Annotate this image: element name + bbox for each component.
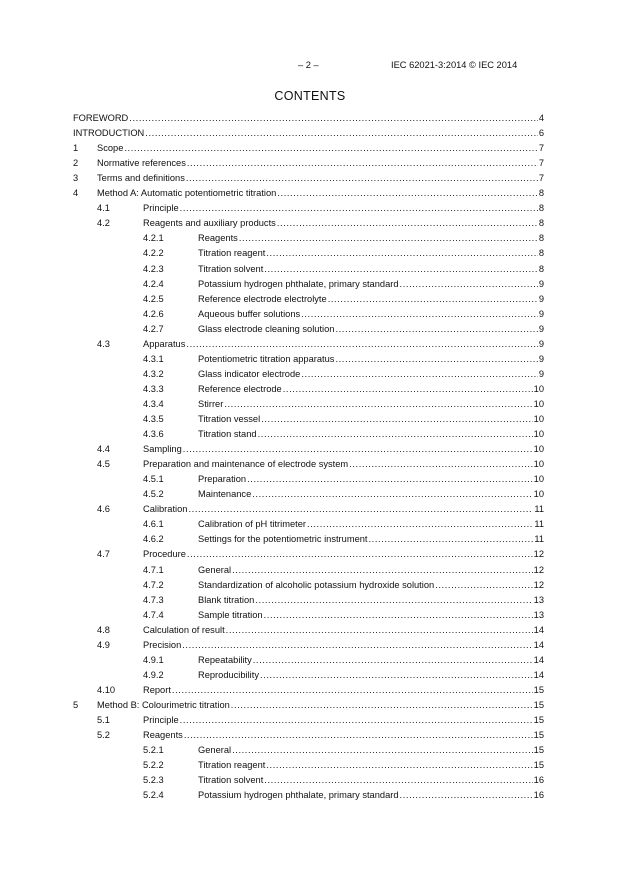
dot-leader [328,293,538,306]
toc-entry[interactable] [0,353,620,366]
toc-entry-number: 3 [73,173,79,184]
document-reference: IEC 62021-3:2014 © IEC 2014 [391,60,518,70]
toc-entry-page: 9 [538,278,544,289]
toc-entry-number: 4.3 [97,338,110,349]
toc-entry-line [198,278,544,291]
toc-entry-title: Glass electrode cleaning solution [198,323,335,334]
page-title: CONTENTS [274,89,346,103]
dot-leader [253,654,533,667]
dot-leader [183,443,533,456]
toc-entry-title: Preparation and maintenance of electrode system [143,459,349,470]
toc-entry-number: 4.2.2 [143,248,164,259]
toc-entry-title: Principle [143,715,179,725]
toc-entry[interactable] [0,729,620,742]
toc-entry-number: 1 [73,143,79,154]
dot-leader [186,172,538,185]
toc-entry-title: Glass indicator electrode [198,368,301,379]
toc-entry-number: 5.2.3 [143,775,164,786]
toc-entry-line [143,624,544,637]
dot-leader [261,413,532,426]
toc-entry-number: 4.2.4 [143,278,164,289]
toc-entry-page: 9 [538,293,544,304]
toc-entry-number: 4.2.6 [143,308,164,319]
toc-entry[interactable] [0,172,620,185]
toc-entry-page: 15 [533,745,544,756]
toc-entry-line [198,488,544,501]
toc-entry-number: 4.6.2 [143,534,164,545]
toc-entry-title: Preparation [198,474,247,485]
toc-entry-page: 13 [533,594,544,605]
toc-entry[interactable] [0,142,620,155]
toc-entry-line [73,127,544,140]
toc-entry-number: 4.3.4 [143,398,164,409]
dot-leader [435,579,532,592]
toc-entry-line [198,669,544,682]
toc-entry[interactable] [0,759,620,772]
toc-entry-title: Terms and definitions [97,173,185,184]
toc-entry-number: 5.2.4 [143,790,164,801]
toc-entry-title: Sample titration [198,609,263,620]
toc-entry-page: 12 [533,564,544,575]
toc-entry[interactable] [0,383,620,396]
toc-entry-title: Titration stand [198,429,257,440]
toc-entry-line [97,172,544,185]
toc-entry-page: 8 [538,233,544,244]
toc-entry-number: 4.5 [97,459,110,470]
toc-entry-number: 4.9.1 [143,654,164,665]
dot-leader [260,669,533,682]
toc-entry[interactable] [0,564,620,577]
toc-entry-page: 14 [533,669,544,680]
toc-entry[interactable] [0,533,620,546]
toc-entry-page: 15 [533,760,544,771]
toc-entry-page: 8 [538,218,544,229]
dot-leader [180,202,538,215]
toc-entry-line [143,443,544,456]
toc-entry[interactable] [0,669,620,682]
toc-entry-line [198,293,544,306]
toc-entry-number: 4.2.5 [143,293,164,304]
toc-entry[interactable] [0,579,620,592]
toc-entry[interactable] [0,263,620,276]
dot-leader [301,368,538,381]
toc-entry-title: General [198,745,232,756]
toc-entry-number: 4.9.2 [143,669,164,680]
toc-entry[interactable] [0,789,620,802]
toc-entry-line [198,383,544,396]
toc-entry[interactable] [0,699,620,712]
toc-entry[interactable] [0,278,620,291]
toc-entry-page: 10 [533,444,544,455]
toc-entry-page: 8 [538,203,544,214]
toc-entry[interactable] [0,609,620,622]
toc-entry-title: Principle [143,203,179,214]
toc-entry-number: 2 [73,158,79,169]
toc-entry[interactable] [0,473,620,486]
toc-entry-number: 4.3.6 [143,429,164,440]
toc-entry-line [198,473,544,486]
toc-entry-page: 7 [538,173,544,184]
dot-leader [129,112,538,125]
dot-leader [369,533,534,546]
toc-entry-title: Potassium hydrogen phthalate, primary standard [198,278,399,289]
toc-entry[interactable] [0,187,620,200]
dot-leader [224,398,532,411]
toc-entry-number: 5 [73,699,79,710]
dot-leader [301,308,538,321]
dot-leader [180,714,533,727]
toc-entry-title: Calculation of result [143,624,225,635]
dot-leader [400,278,538,291]
toc-entry-number: 4.2.3 [143,263,164,274]
toc-entry-line [198,247,544,260]
toc-entry-line [198,564,544,577]
toc-entry-page: 12 [533,579,544,590]
dot-leader [266,759,532,772]
dot-leader [188,503,533,516]
toc-entry-line [143,202,544,215]
toc-entry[interactable] [0,368,620,381]
toc-entry-title: Reference electrode electrolyte [198,293,327,304]
toc-entry-page: 13 [533,609,544,620]
toc-entry-line [198,428,544,441]
toc-entry-number: 4 [73,188,79,199]
toc-entry[interactable] [0,413,620,426]
toc-entry-line [143,684,544,697]
toc-entry-line [198,533,544,546]
toc-entry-page: 9 [538,338,544,349]
dot-leader [182,639,532,652]
toc-entry-number: 4.8 [97,624,110,635]
toc-entry-page: 15 [533,699,544,710]
toc-entry-title: Titration reagent [198,248,266,259]
dot-leader [186,338,537,351]
toc-entry-line [143,639,544,652]
toc-entry-page: 6 [538,128,544,139]
toc-entry-title: Repeatability [198,654,252,665]
toc-entry-number: 4.4 [97,444,110,455]
dot-leader [258,428,533,441]
toc-entry[interactable] [0,744,620,757]
toc-entry-number: 4.9 [97,639,110,650]
toc-entry[interactable] [0,293,620,306]
toc-entry-number: 4.7.4 [143,609,164,620]
toc-entry[interactable] [0,157,620,170]
toc-entry-title: Settings for the potentiometric instrument [198,534,368,545]
toc-entry-title: Reagents [143,730,183,741]
toc-entry-title: Potentiometric titration apparatus [198,353,335,364]
page-number: – 2 – [298,60,319,70]
dot-leader [335,323,537,336]
toc-entry-line [198,413,544,426]
toc-entry-page: 14 [533,639,544,650]
toc-entry[interactable] [0,639,620,652]
toc-entry-title: FOREWORD [73,113,129,123]
dot-leader [232,564,533,577]
toc-entry-title: Reference electrode [198,383,282,394]
toc-entry-number: 4.5.1 [143,474,164,485]
dot-leader [231,699,533,712]
toc-entry[interactable] [0,594,620,607]
dot-leader [184,729,533,742]
dot-leader [400,789,533,802]
toc-entry-title: Method B: Colourimetric titration [97,699,230,710]
toc-entry-page: 11 [534,519,544,530]
dot-leader [226,624,533,637]
dot-leader [307,518,533,531]
toc-entry-line [198,774,544,787]
dot-leader [264,263,538,276]
toc-entry-page: 8 [538,188,544,199]
toc-entry-number: 5.2 [97,730,110,741]
toc-entry-line [198,398,544,411]
toc-entry-number: 4.6.1 [143,519,164,530]
toc-entry-number: 4.1 [97,203,110,214]
dot-leader [187,157,538,170]
toc-entry-line [97,187,544,200]
toc-entry-page: 9 [538,353,544,364]
toc-entry-page: 10 [533,398,544,409]
toc-entry-line [97,142,544,155]
toc-entry[interactable] [0,458,620,471]
toc-entry-title: Blank titration [198,594,255,605]
toc-entry-page: 16 [533,775,544,786]
toc-entry[interactable] [0,338,620,351]
toc-entry[interactable] [0,308,620,321]
toc-entry-number: 4.7.1 [143,564,164,575]
dot-leader [266,247,537,260]
toc-entry-line [143,458,544,471]
toc-entry-page: 4 [538,113,544,123]
toc-entry-title: Procedure [143,549,186,560]
toc-entry-page: 9 [538,323,544,334]
toc-entry-title: Method A: Automatic potentiometric titration [97,188,277,199]
toc-entry-title: Stirrer [198,398,224,409]
toc-entry-line [97,157,544,170]
toc-entry-title: Reproducibility [198,669,259,680]
toc-entry-line [198,744,544,757]
toc-entry-line [143,714,544,727]
toc-entry-page: 11 [534,534,544,545]
toc-entry-title: Precision [143,639,182,650]
toc-entry-number: 4.3.1 [143,353,164,364]
toc-entry[interactable] [0,624,620,637]
toc-entry-line [198,579,544,592]
toc-entry-number: 4.2.7 [143,323,164,334]
toc-entry[interactable] [0,774,620,787]
toc-entry-page: 10 [533,489,544,500]
toc-entry-number: 4.2.1 [143,233,164,244]
toc-entry[interactable] [0,488,620,501]
toc-entry-title: Scope [97,143,124,154]
toc-entry-page: 15 [533,730,544,741]
toc-entry[interactable] [0,714,620,727]
toc-entry-number: 4.3.3 [143,383,164,394]
toc-entry-title: Aqueous buffer solutions [198,308,301,319]
dot-leader [187,548,533,561]
toc-entry[interactable] [0,548,620,561]
toc-entry-line [198,323,544,336]
toc-entry-page: 10 [533,383,544,394]
toc-entry-title: Titration solvent [198,263,264,274]
dot-leader [264,609,533,622]
toc-entry[interactable] [0,127,620,140]
dot-leader [252,488,532,501]
toc-entry-page: 9 [538,368,544,379]
toc-entry-line [198,789,544,802]
toc-entry-title: Reagents [198,233,238,244]
toc-entry[interactable] [0,217,620,230]
toc-entry-page: 8 [538,248,544,259]
toc-entry[interactable] [0,398,620,411]
toc-entry-title: Sampling [143,444,182,455]
toc-entry-number: 4.7 [97,549,110,560]
toc-entry-page: 7 [538,158,544,169]
dot-leader [239,232,538,245]
toc-entry-title: Titration vessel [198,414,261,424]
toc-entry-number: 4.2 [97,218,110,229]
toc-entry-number: 4.7.3 [143,594,164,605]
toc-entry-line [73,112,544,125]
toc-entry-number: 5.1 [97,715,110,725]
toc-entry-line [198,232,544,245]
toc-entry[interactable] [0,323,620,336]
toc-entry-page: 10 [533,429,544,440]
toc-entry[interactable] [0,202,620,215]
toc-entry-number: 5.2.1 [143,745,164,756]
toc-entry-title: Potassium hydrogen phthalate, primary standard [198,790,399,801]
toc-entry-page: 10 [533,474,544,485]
toc-entry-title: Calibration of pH titrimeter [198,519,306,530]
toc-entry-page: 10 [533,414,544,424]
dot-leader [247,473,533,486]
toc-entry-page: 9 [538,308,544,319]
toc-entry-number: 4.10 [97,684,116,695]
toc-entry-page: 15 [533,684,544,695]
toc-entry-line [198,609,544,622]
toc-entry[interactable] [0,684,620,697]
toc-entry-line [198,263,544,276]
dot-leader [335,353,537,366]
dot-leader [264,774,532,787]
toc-entry-page: 8 [538,263,544,274]
toc-entry-page: 7 [538,143,544,154]
toc-entry-title: Report [143,684,171,695]
toc-entry-line [97,699,544,712]
toc-entry[interactable] [0,428,620,441]
toc-entry-page: 11 [534,504,544,515]
toc-entry[interactable] [0,654,620,667]
toc-entry-number: 5.2.2 [143,760,164,771]
toc-entry-number: 4.6 [97,504,110,515]
toc-entry-line [143,217,544,230]
dot-leader [277,217,538,230]
toc-entry-number: 4.5.2 [143,489,164,500]
toc-entry-line [143,503,544,516]
toc-entry[interactable] [0,443,620,456]
toc-entry-title: Normative references [97,158,186,169]
toc-entry-line [198,654,544,667]
toc-entry[interactable] [0,518,620,531]
toc-entry-line [198,353,544,366]
toc-entry-title: Titration solvent [198,775,264,786]
toc-entry-page: 10 [533,459,544,470]
toc-entry-title: Titration reagent [198,760,266,771]
toc-entry[interactable] [0,503,620,516]
toc-entry-line [143,338,544,351]
toc-entry-title: Apparatus [143,338,186,349]
toc-entry-title: Maintenance [198,489,252,500]
dot-leader [124,142,537,155]
toc-entry[interactable] [0,247,620,260]
toc-entry[interactable] [0,232,620,245]
toc-entry-number: 4.3.5 [143,414,164,424]
toc-entry-page: 15 [533,715,544,725]
toc-entry-line [198,368,544,381]
table-of-contents [0,112,620,822]
dot-leader [277,187,538,200]
toc-entry[interactable] [0,112,620,125]
toc-entry-title: INTRODUCTION [73,128,145,139]
dot-leader [145,127,538,140]
toc-entry-page: 12 [533,549,544,560]
toc-entry-number: 4.7.2 [143,579,164,590]
toc-entry-title: General [198,564,232,575]
toc-entry-line [198,518,544,531]
toc-entry-line [198,308,544,321]
dot-leader [232,744,533,757]
toc-entry-page: 14 [533,654,544,665]
toc-entry-line [198,594,544,607]
dot-leader [172,684,533,697]
dot-leader [255,594,532,607]
toc-entry-line [143,548,544,561]
dot-leader [283,383,533,396]
toc-entry-number: 4.3.2 [143,368,164,379]
toc-entry-title: Reagents and auxiliary products [143,218,276,229]
toc-entry-page: 16 [533,790,544,801]
dot-leader [349,458,532,471]
toc-entry-title: Calibration [143,504,188,515]
toc-entry-page: 14 [533,624,544,635]
toc-entry-title: Standardization of alcoholic potassium hydroxide solution [198,579,435,590]
toc-entry-line [143,729,544,742]
toc-entry-line [198,759,544,772]
